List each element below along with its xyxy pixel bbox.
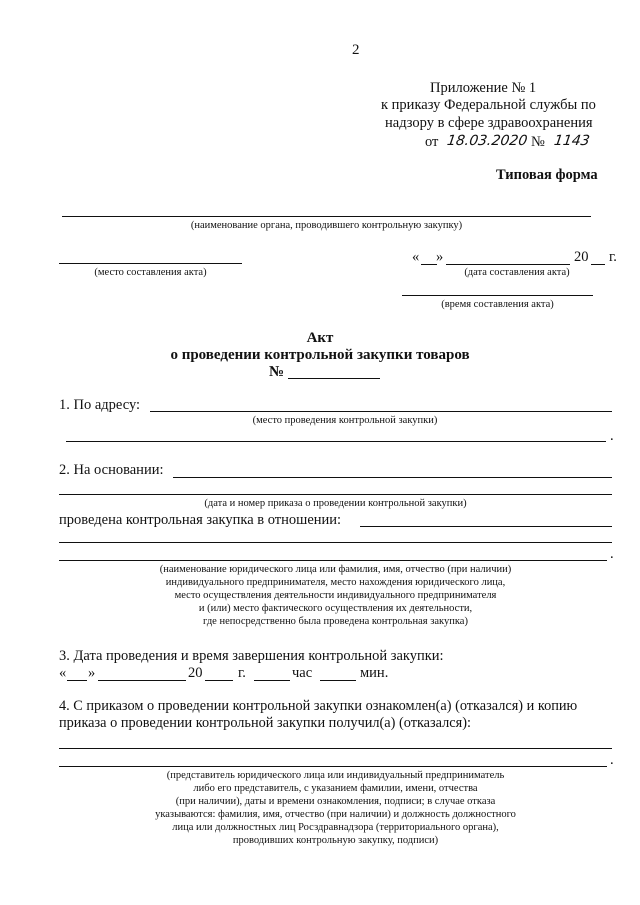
date-month-line — [446, 264, 570, 265]
date-open-quote: « — [412, 249, 420, 265]
date-year-prefix: 20 — [574, 249, 589, 265]
s3-year-line — [205, 680, 233, 681]
place-caption: (место составления акта) — [94, 267, 207, 278]
s2-basis-line-2 — [59, 494, 612, 495]
s4-caption-2: либо его представитель, с указанием фамилии, имени, отчества — [193, 783, 478, 794]
s2-entity-caption-4: и (или) место фактического осуществления их деятельности, — [198, 603, 473, 614]
place-line — [59, 263, 242, 264]
s4-caption-4: указываются: фамилия, имя, отчество (при наличии) и должность должностного — [155, 809, 516, 820]
s4-signature-line-2 — [59, 766, 607, 767]
s2-label: 2. На основании: — [59, 462, 164, 478]
s3-minute-label: мин. — [360, 665, 389, 681]
s2-entity-line-2 — [59, 542, 612, 543]
s4-caption-6: проводивших контрольную закупку, подписи) — [232, 835, 439, 846]
s2-entity-line — [360, 526, 612, 527]
appendix-from-label: от — [425, 134, 439, 150]
date-year-suffix: г. — [609, 249, 617, 265]
act-number-label: № — [269, 364, 285, 380]
page-number: 2 — [352, 42, 360, 58]
s4-caption-3: (при наличии), даты и времени ознакомления, подписи; в случае отказа — [175, 796, 496, 807]
s3-hour-line — [254, 680, 290, 681]
s1-caption: (место проведения контрольной закупки) — [252, 415, 438, 426]
s3-year-suffix: г. — [238, 665, 246, 681]
act-title: Акт — [306, 330, 334, 346]
s3-close-quote: » — [88, 665, 96, 681]
s2-entity-caption-5: где непосредственно была проведена контрольная закупка) — [203, 616, 468, 627]
s4-signature-line — [59, 748, 612, 749]
form-type: Типовая форма — [496, 167, 598, 183]
s3-day-line — [67, 680, 87, 681]
organ-caption: (наименование органа, проводившего контрольную закупку) — [190, 220, 463, 231]
date-close-quote: » — [436, 249, 444, 265]
time-caption: (время составления акта) — [441, 299, 554, 310]
appendix-line-1: Приложение № 1 — [430, 80, 537, 96]
appendix-line-3: надзору в сфере здравоохранения — [385, 115, 593, 131]
organ-line — [62, 216, 591, 217]
s3-minute-line — [320, 680, 356, 681]
s2-entity-caption-2: индивидуального предпринимателя, место нахождения юридического лица, — [165, 577, 506, 588]
s1-label: 1. По адресу: — [59, 397, 141, 413]
appendix-number-label: № — [531, 134, 545, 150]
s2-entity-caption-1: (наименование юридического лица или фамилия, имя, отчество (при наличии) — [159, 564, 512, 575]
s4-caption-5: лица или должностных лиц Росздравнадзора (территориального органа), — [172, 822, 499, 833]
s2-conducted-label: проведена контрольная закупка в отношении: — [59, 512, 342, 528]
appendix-line-2: к приказу Федеральной службы по — [381, 97, 596, 113]
s1-address-line-2 — [66, 441, 606, 442]
s4-line-2: приказа о проведении контрольной закупки получил(а) (отказался): — [59, 715, 471, 731]
s3-open-quote: « — [59, 665, 67, 681]
s3-year-prefix: 20 — [188, 665, 203, 681]
date-year-line — [591, 264, 605, 265]
s3-label: 3. Дата проведения и время завершения контрольной закупки: — [59, 648, 444, 664]
s1-period: . — [610, 428, 614, 444]
s4-caption-1: (представитель юридического лица или индивидуальный предприниматель — [166, 770, 505, 781]
date-day-line — [421, 264, 437, 265]
s4-period: . — [610, 752, 614, 768]
s3-hour-label: час — [292, 665, 313, 681]
s2-period: . — [610, 546, 614, 562]
date-caption: (дата составления акта) — [464, 267, 570, 278]
appendix-handwritten-date: 18.03.2020 — [445, 133, 529, 149]
s2-basis-line — [173, 477, 612, 478]
s1-address-line — [150, 411, 612, 412]
s4-line-1: 4. С приказом о проведении контрольной закупки ознакомлен(а) (отказался) и копию — [59, 698, 578, 714]
s3-month-line — [98, 680, 186, 681]
s2-caption: (дата и номер приказа о проведении контрольной закупки) — [204, 498, 467, 509]
act-number-line — [288, 378, 380, 379]
s2-entity-caption-3: место осуществления деятельности индивидуального предпринимателя — [174, 590, 497, 601]
appendix-handwritten-number: 1143 — [552, 133, 591, 149]
act-subtitle: о проведении контрольной закупки товаров — [170, 347, 470, 363]
time-line — [402, 295, 593, 296]
s2-entity-line-3 — [59, 560, 607, 561]
